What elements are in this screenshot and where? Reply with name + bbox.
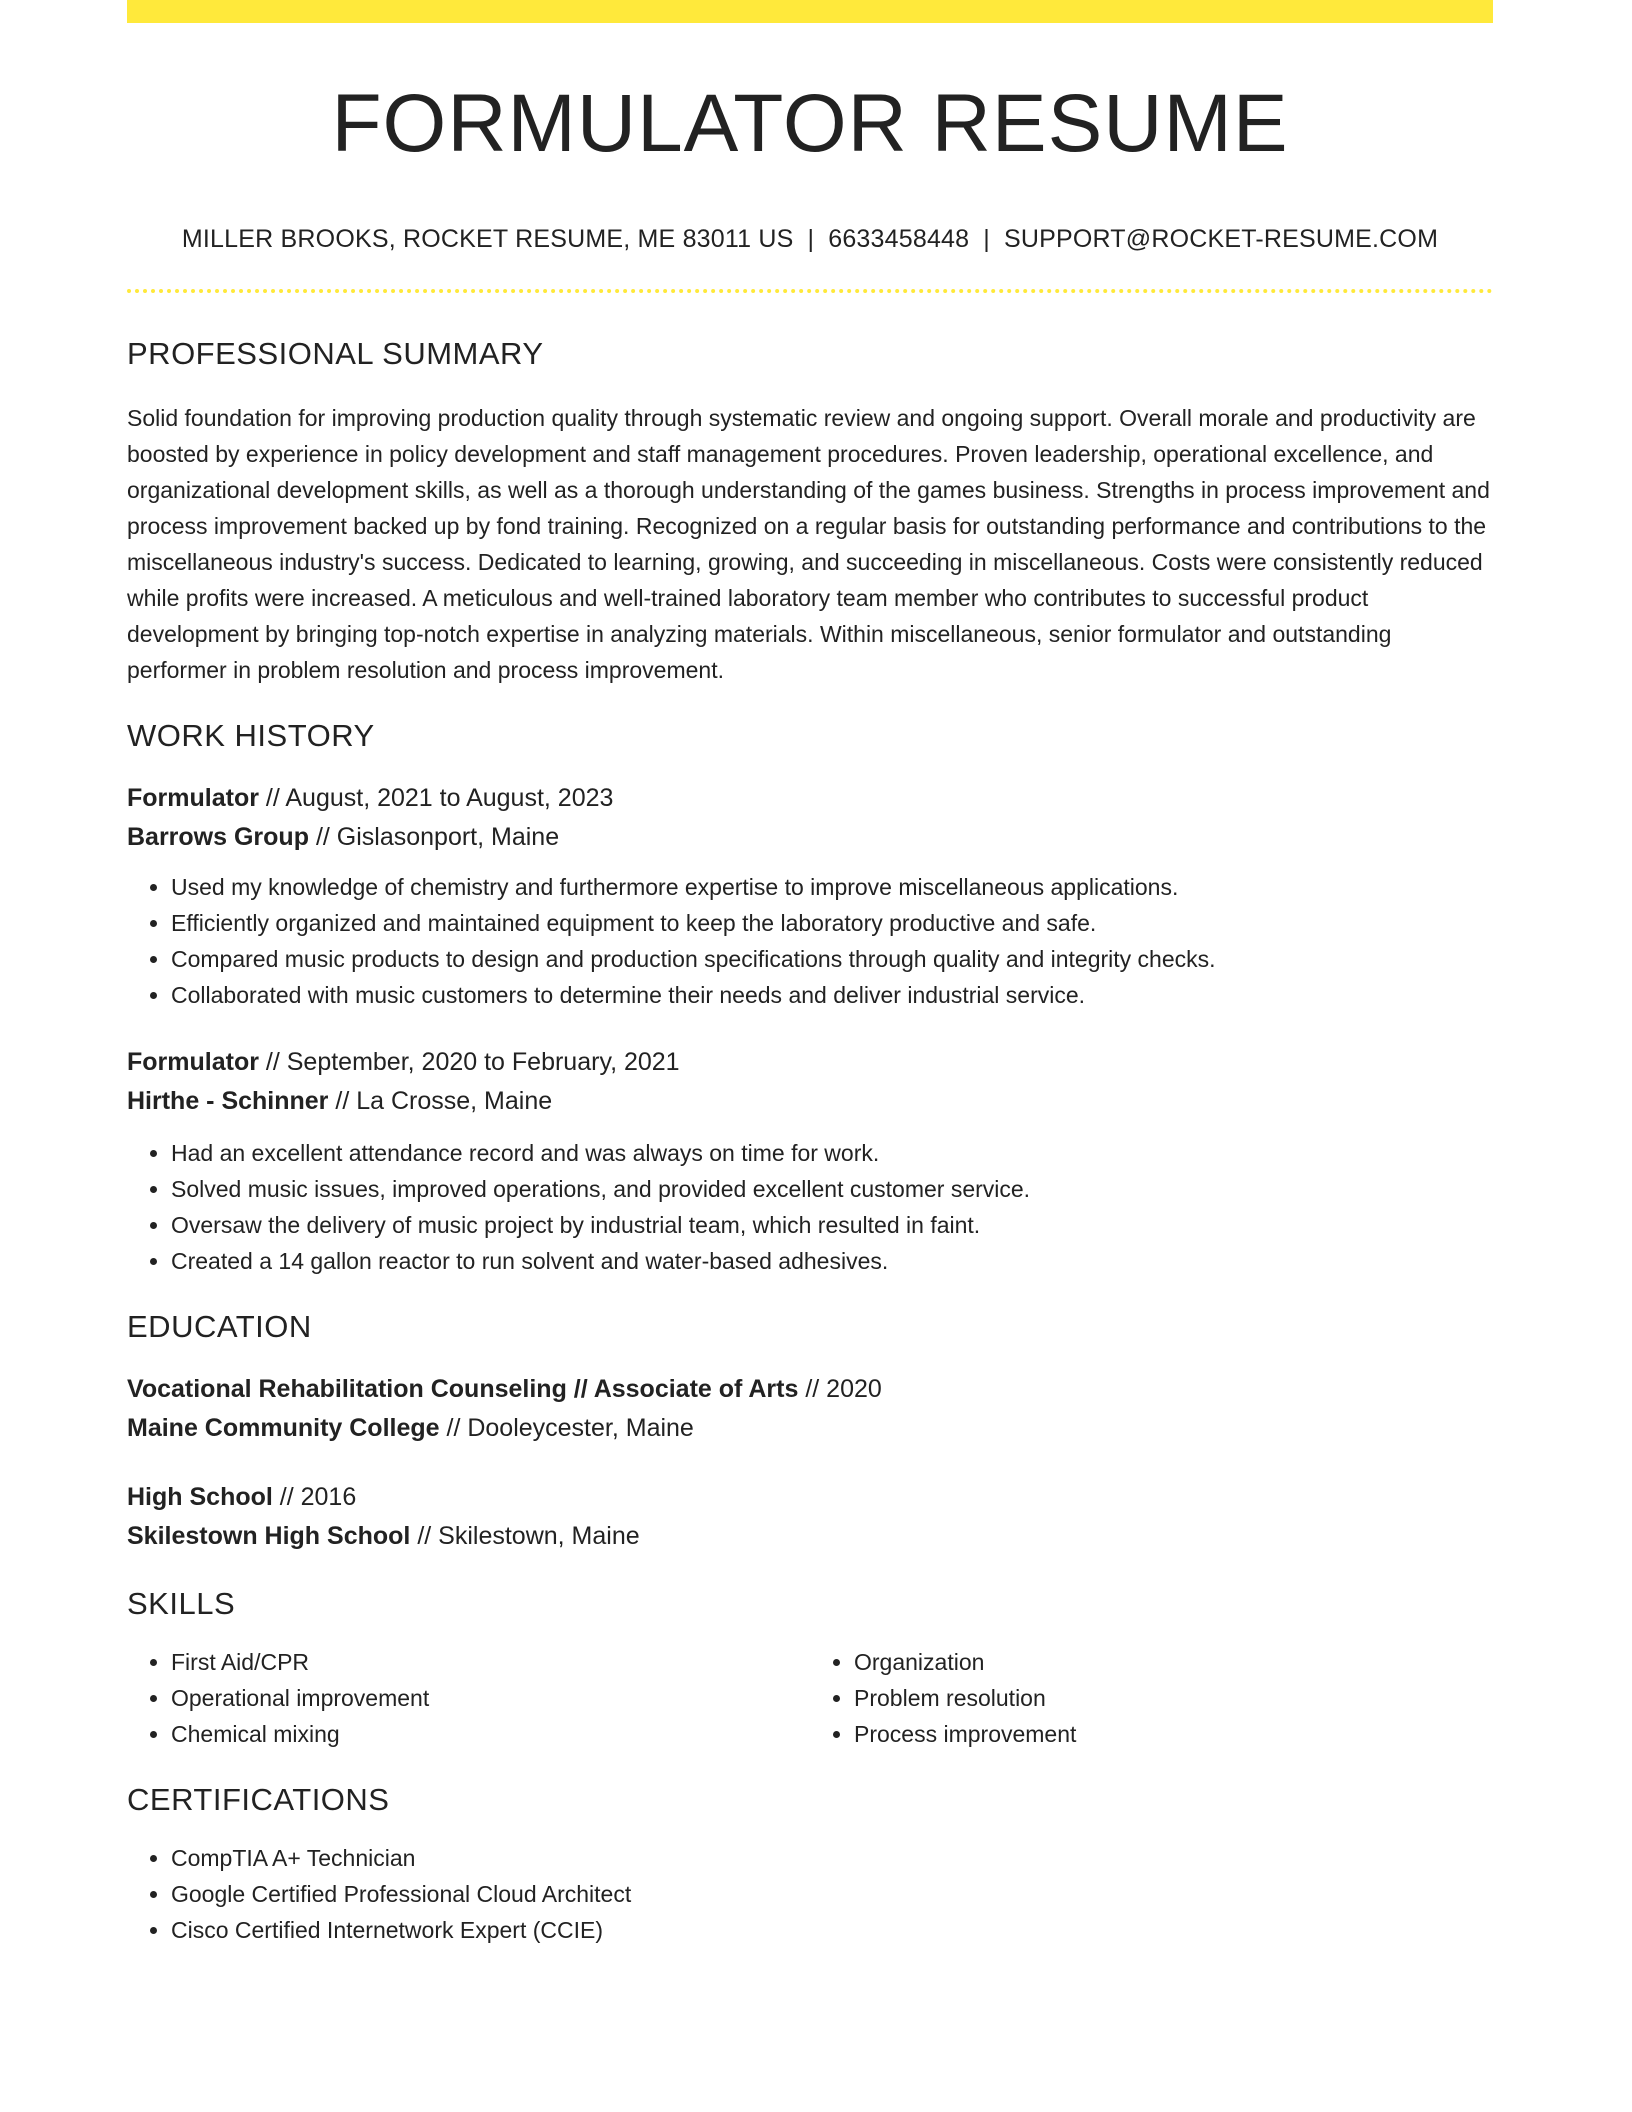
- list-item: • CompTIA A+ Technician: [171, 1840, 1493, 1876]
- list-item: • Organization: [854, 1644, 1493, 1680]
- list-item: • Operational improvement: [171, 1680, 810, 1716]
- job-title: Formulator: [127, 1048, 259, 1076]
- education-school: Skilestown High School: [127, 1522, 411, 1550]
- education-degree: High School: [127, 1483, 273, 1511]
- list-item: • Efficiently organized and maintained equipment to keep the laboratory productive and safe.: [171, 905, 1493, 941]
- job-company: Hirthe - Schinner: [127, 1087, 329, 1115]
- list-item: • Solved music issues, improved operations, and provided excellent customer service.: [171, 1171, 1493, 1207]
- summary-heading: PROFESSIONAL SUMMARY: [127, 336, 544, 371]
- list-item: • Oversaw the delivery of music project by industrial team, which resulted in faint.: [171, 1207, 1493, 1243]
- job-company: Barrows Group: [127, 823, 309, 851]
- education-school-line: [127, 1409, 1493, 1448]
- list-item: • Process improvement: [854, 1716, 1493, 1752]
- education-school-line: [127, 1517, 1493, 1556]
- education-year: // 2016: [279, 1483, 357, 1511]
- job-dates: // August, 2021 to August, 2023: [265, 784, 614, 812]
- skills-column-right: [810, 1644, 1493, 1752]
- list-item: • Created a 14 gallon reactor to run solvent and water-based adhesives.: [171, 1243, 1493, 1279]
- job-title-line: [127, 779, 1493, 818]
- list-item: • Cisco Certified Internetwork Expert (CCIE): [171, 1912, 1493, 1948]
- list-item: • Chemical mixing: [171, 1716, 810, 1752]
- list-item: • Problem resolution: [854, 1680, 1493, 1716]
- list-item: • Compared music products to design and production specifications through quality and integrity checks.: [171, 941, 1493, 977]
- education-degree-line: [127, 1478, 1493, 1517]
- education-year: // 2020: [805, 1375, 882, 1403]
- skills-list: [127, 1644, 1493, 1752]
- header-divider: [127, 289, 1493, 293]
- list-item: • First Aid/CPR: [171, 1644, 810, 1680]
- education-school: Maine Community College: [127, 1414, 440, 1442]
- work-history-heading: WORK HISTORY: [127, 718, 375, 753]
- job-bullets: [127, 1135, 1493, 1279]
- summary-text: Solid foundation for improving production quality through systematic review and ongoing support. Overall morale and productivity are boosted by experience in policy development and staff management procedures. Proven leadership, operational excellence, and organizational development skills, as well as a thorough understanding of the games business. Strengths in process improvement and process improvement backed up by fond training. Recognized on a regular basis for outstanding performance and contributions to the miscellaneous industry's success. Dedicated to learning, growing, and succeeding in miscellaneous. Costs were consistently reduced while profits were increased. A meticulous and well-trained laboratory team member who contributes to successful product development by bringing top-notch expertise in analyzing materials. Within miscellaneous, senior formulator and outstanding performer in problem resolution and process improvement.: [127, 405, 1490, 683]
- contact-address: MILLER BROOKS, ROCKET RESUME, ME 83011 US: [181, 225, 794, 253]
- contact-phone: 6633458448: [828, 225, 970, 253]
- education-heading: EDUCATION: [127, 1309, 312, 1344]
- job-dates: // September, 2020 to February, 2021: [265, 1048, 680, 1076]
- job-location: // Gislasonport, Maine: [315, 823, 560, 851]
- list-item: • Used my knowledge of chemistry and furthermore expertise to improve miscellaneous applications.: [171, 869, 1493, 905]
- resume-page: [127, 0, 1493, 1948]
- contact-line: [127, 225, 1493, 254]
- list-item: • Had an excellent attendance record and was always on time for work.: [171, 1135, 1493, 1171]
- list-item: • Google Certified Professional Cloud Architect: [171, 1876, 1493, 1912]
- certifications-heading: CERTIFICATIONS: [127, 1782, 390, 1817]
- job-bullets: [127, 869, 1493, 1013]
- job-company-line: [127, 1082, 1493, 1121]
- contact-separator: |: [983, 225, 990, 253]
- skills-heading: SKILLS: [127, 1586, 236, 1621]
- education-location: // Skilestown, Maine: [417, 1522, 640, 1550]
- education-location: // Dooleycester, Maine: [446, 1414, 694, 1442]
- top-accent-bar: [127, 0, 1493, 23]
- job-location: // La Crosse, Maine: [335, 1087, 553, 1115]
- job-title: Formulator: [127, 784, 259, 812]
- skills-column-left: [127, 1644, 810, 1752]
- certifications-list: [127, 1840, 1493, 1948]
- education-degree: Vocational Rehabilitation Counseling // Associate of Arts: [127, 1375, 799, 1403]
- list-item: • Collaborated with music customers to determine their needs and deliver industrial service.: [171, 977, 1493, 1013]
- contact-separator: |: [807, 225, 815, 253]
- job-company-line: [127, 818, 1493, 857]
- contact-email: SUPPORT@ROCKET-RESUME.COM: [1003, 225, 1439, 253]
- resume-title: FORMULATOR RESUME: [331, 78, 1289, 169]
- education-degree-line: [127, 1370, 1493, 1409]
- job-title-line: [127, 1043, 1493, 1082]
